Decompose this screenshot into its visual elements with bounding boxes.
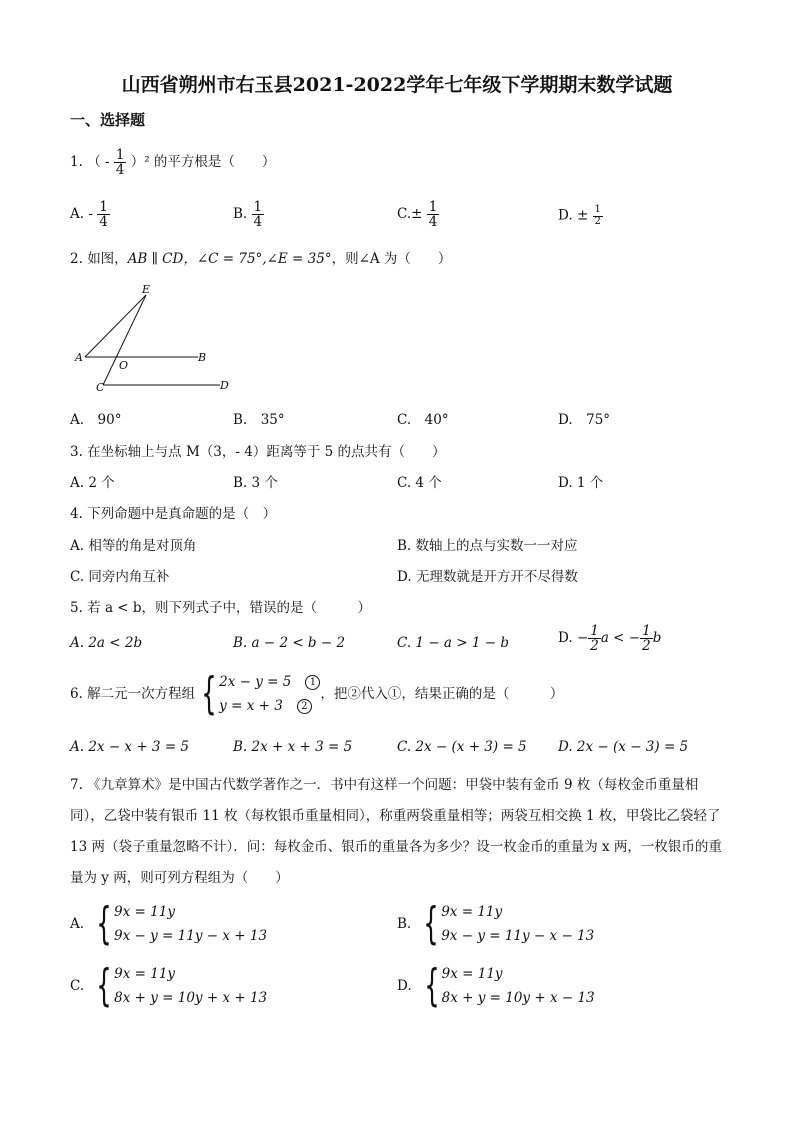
question-5: 5. 若 a < b，则下列式子中，错误的是（ ）: [70, 600, 372, 616]
frac-den: 4: [99, 214, 108, 231]
frac-den: 2: [642, 638, 651, 655]
q3-option-c: C. 4 个: [397, 475, 442, 491]
q3-option-d: D. 1 个: [558, 475, 604, 491]
q2-condition: AB ∥ CD，∠C = 75°,∠E = 35°: [127, 251, 332, 267]
equation-1: 9x = 11y: [441, 966, 503, 982]
q2-text: 如图，: [87, 251, 128, 267]
q7-option-c: [70, 962, 267, 1010]
equation-1: 9x = 11y: [114, 966, 176, 982]
q5-option-b: B. a − 2 < b − 2: [233, 635, 346, 651]
frac-num: 1: [642, 623, 651, 639]
q1-fraction: [114, 148, 127, 177]
frac-num: 1: [99, 199, 108, 215]
question-4: 4. 下列命题中是真命题的是（ ）: [70, 506, 277, 522]
label-o: O: [119, 359, 129, 372]
q2-number: 2.: [70, 251, 83, 267]
option-label: D.: [558, 207, 573, 224]
question-1: [70, 148, 275, 177]
q4-option-b: B. 数轴上的点与实数一一对应: [397, 538, 578, 554]
brace-icon: {: [423, 960, 440, 1011]
page-title: 山西省朔州市右玉县2021-2022学年七年级下学期期末数学试题: [121, 74, 673, 96]
option-end: b: [652, 630, 662, 647]
brace-icon: {: [96, 960, 112, 1011]
label-a: A: [75, 351, 83, 364]
q3-option-a: A. 2 个: [70, 475, 115, 491]
q2-option-d: D. 75°: [558, 412, 611, 428]
q5-option-a: A. 2a < 2b: [70, 635, 143, 651]
q7-option-b: [397, 900, 594, 948]
label-e: E: [142, 285, 151, 296]
minus-sign: −: [576, 630, 589, 647]
frac-num: 1: [428, 199, 438, 215]
q4-option-c: C. 同旁内角互补: [70, 569, 170, 585]
q6-text-end: ，把②代入①，结果正确的是（ ）: [320, 686, 564, 702]
brace-icon: {: [201, 668, 217, 719]
q1-option-a: [70, 200, 110, 229]
q2-option-c: C. 40°: [397, 412, 449, 428]
option-label: A.: [70, 206, 85, 223]
q6-equation-1: 2x − y = 5: [219, 674, 292, 690]
q6-text: 6. 解二元一次方程组: [70, 686, 196, 702]
circle-mark-2: 2: [297, 699, 312, 714]
option-label: A.: [70, 916, 85, 932]
equation-1: 9x = 11y: [114, 904, 175, 920]
option-label: B.: [397, 916, 412, 932]
label-d: D: [220, 379, 229, 392]
q6-equation-2: y = x + 3: [219, 698, 283, 714]
q5-option-c: C. 1 − a > 1 − b: [397, 635, 509, 651]
q4-option-d: D. 无理数就是开方开不尽得数: [397, 569, 578, 585]
brace-icon: {: [423, 898, 439, 949]
frac-den: 4: [253, 214, 263, 231]
q1-close: ）² 的平方根是（ ）: [130, 154, 276, 171]
question-3: 3. 在坐标轴上与点 M（3，- 4）距离等于 5 的点共有（ ）: [70, 444, 446, 460]
q3-option-b: B. 3 个: [233, 475, 278, 491]
question-2: [70, 249, 451, 269]
frac-den: 4: [428, 214, 438, 231]
question-7: 7. 《九章算术》是中国古代数学著作之一．书中有这样一个问题：甲袋中装有金币 9 枚（每枚金币重量相同），乙袋中装有银币 11 枚（每枚银币重量相同），称重两袋重量相等；两袋互相交换 1 枚，甲袋比乙袋轻了 13 两（袋子重量忽略不计）．问：每枚金币、银币的重量各为多少？设一枚金币的重量为 x 两，一枚银币的重量为 y 两，则可列方程组为（ ）: [70, 777, 722, 886]
q1-frac-num: 1: [115, 147, 125, 163]
circle-mark-1: 1: [305, 675, 320, 690]
q6-option-c: C. 2x − (x + 3) = 5: [397, 739, 527, 755]
q6-system: [195, 670, 320, 718]
option-label: D.: [397, 978, 412, 994]
brace-icon: {: [96, 898, 112, 949]
option-label: C.: [70, 978, 85, 994]
q6-option-d: D. 2x − (x − 3) = 5: [558, 739, 689, 755]
label-b: B: [198, 351, 207, 364]
frac-num: 1: [594, 204, 601, 215]
q4-option-a: A. 相等的角是对顶角: [70, 538, 197, 554]
option-label: B.: [233, 206, 248, 223]
q1-number: 1.: [70, 154, 83, 171]
q2-option-b: B. 35°: [233, 412, 285, 428]
equation-2: 9x − y = 11y − x + 13: [114, 928, 268, 944]
q1-open: （ -: [87, 154, 110, 171]
equation-1: 9x = 11y: [441, 904, 503, 920]
q5-option-d: [558, 624, 661, 653]
option-mid: a < −: [600, 630, 641, 647]
q2-figure: [70, 285, 240, 395]
frac-den: 2: [594, 215, 601, 227]
option-label: D.: [558, 630, 573, 647]
q6-option-b: B. 2x + x + 3 = 5: [233, 739, 353, 755]
equation-2: 8x + y = 10y + x + 13: [114, 990, 268, 1006]
q1-option-d: [558, 205, 603, 227]
option-label: C.: [397, 206, 412, 223]
q1-frac-den: 4: [115, 162, 125, 179]
q7-option-a: [70, 900, 267, 948]
section-heading: 一、选择题: [70, 111, 146, 129]
q7-option-d: [397, 962, 595, 1010]
equation-2: 9x − y = 11y − x − 13: [441, 928, 595, 944]
option-sign: ±: [576, 207, 589, 224]
equation-2: 8x + y = 10y + x − 13: [441, 990, 595, 1006]
frac-num: 1: [590, 623, 599, 639]
q2-text-end: ，则∠A 为（ ）: [331, 251, 452, 267]
label-c: C: [96, 381, 105, 394]
option-sign: ±: [411, 206, 423, 223]
q2-option-a: A. 90°: [70, 412, 122, 428]
q1-option-c: [397, 200, 439, 229]
q6-option-a: A. 2x − x + 3 = 5: [70, 739, 190, 755]
q1-option-b: [233, 200, 264, 229]
question-6: [70, 670, 563, 718]
option-sign: -: [88, 206, 93, 223]
frac-den: 2: [590, 638, 599, 655]
frac-num: 1: [253, 199, 263, 215]
